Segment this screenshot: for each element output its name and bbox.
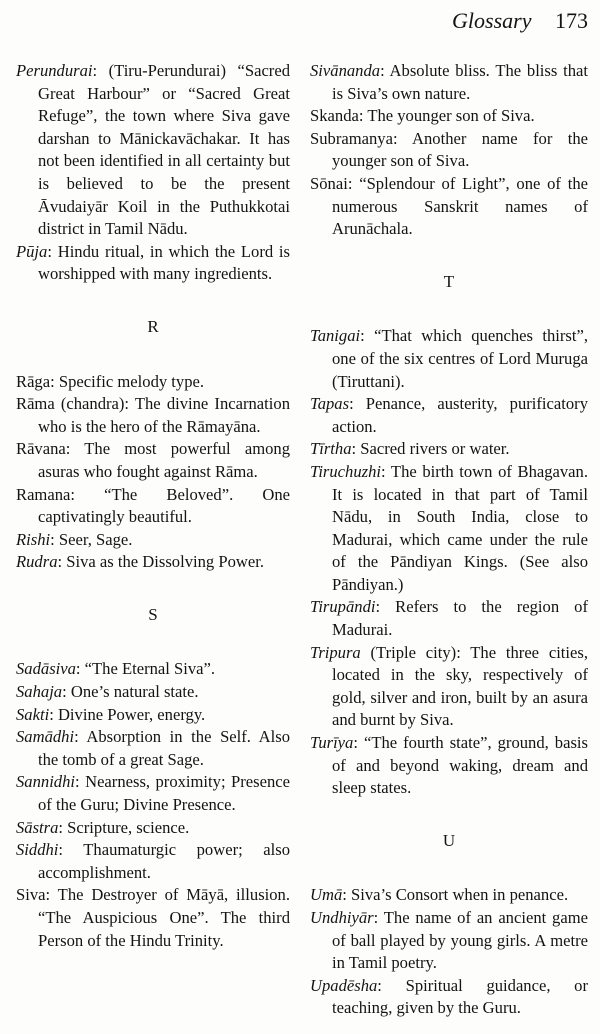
glossary-definition: : The Destroyer of Māyā, illusion. “The Auspicious One”. The third Person of the Hindu Trinity.: [38, 885, 290, 950]
glossary-entry: [16, 60, 290, 241]
glossary-definition: : Seer, Sage.: [50, 529, 133, 549]
glossary-entry: [16, 438, 290, 483]
glossary-definition: : Siva as the Dissolving Power.: [57, 552, 264, 572]
glossary-term: Rishi: [16, 529, 51, 549]
glossary-entry: [310, 393, 588, 438]
glossary-entry: [16, 658, 290, 681]
glossary-definition: : (Tiru-Perundurai) “Sacred Great Harbour” or “Sacred Great Refuge”, the town where Siva gave darshan to Mānickavāchakar. It has not been identified in all certainty but is believed to be the present Āvudaiyār Koil in the Puthukkotai district in Tamil Nādu.: [38, 61, 290, 239]
glossary-entry: [310, 438, 588, 461]
glossary-definition: : “That which quenches thirst”, one of the six centres of Lord Muruga (Tiruttani).: [332, 326, 588, 391]
glossary-entry: [310, 596, 588, 641]
glossary-entry: [16, 551, 290, 574]
section-heading-u: U: [442, 830, 456, 850]
glossary-term: Tanigai: [310, 326, 361, 346]
glossary-term: Tapas: [310, 394, 350, 414]
glossary-definition: : The birth town of Bhagavan. It is located in that part of Tamil Nādu, in South India, close to Madurai, which came under the rule of the Pāndiyan Kings. (See also Pāndiyan.): [332, 461, 588, 594]
glossary-entry: [16, 704, 290, 727]
entry-group: [310, 325, 588, 799]
glossary-term: Siva: [16, 885, 46, 905]
entry-group: [16, 60, 290, 286]
glossary-definition: : The name of an ancient game of ball played by young girls. A metre in Tamil poetry.: [332, 908, 588, 973]
glossary-term: Sahaja: [16, 682, 63, 702]
glossary-entry: [16, 726, 290, 771]
glossary-term: Perundurai: [16, 61, 93, 80]
glossary-definition: : Spiritual guidance, or teaching, given by the Guru.: [332, 975, 588, 1018]
glossary-entry: [16, 371, 290, 394]
glossary-entry: [16, 241, 290, 286]
glossary-term: Ramana: [16, 484, 71, 504]
glossary-term: Sāstra: [16, 817, 59, 837]
glossary-term: Undhiyār: [310, 908, 374, 927]
glossary-term: Rudra: [16, 552, 58, 572]
glossary-entry: [16, 529, 290, 552]
glossary-entry: [310, 884, 588, 907]
glossary-entry: [310, 128, 588, 173]
section-heading-s: S: [148, 604, 158, 624]
glossary-term: Siddhi: [16, 840, 59, 860]
glossary-definition: : “The Eternal Siva”.: [75, 659, 216, 679]
glossary-definition: : Siva’s Consort when in penance.: [342, 885, 569, 905]
glossary-term: Tiruchuzhi: [310, 461, 382, 481]
glossary-term: Sōnai: [310, 173, 348, 193]
glossary-entry: [16, 393, 290, 438]
glossary-definition: : “The Beloved”. One captivatingly beautiful.: [38, 484, 290, 527]
running-header: [452, 8, 588, 34]
entry-group: [310, 884, 588, 1020]
glossary-definition: (Triple city): The three cities, located in the sky, respectively of gold, silver and iron, built by an asura and burnt by Siva.: [332, 642, 588, 730]
glossary-definition: : Refers to the region of Madurai.: [332, 597, 588, 640]
glossary-definition: : One’s natural state.: [62, 682, 199, 702]
entry-group: [16, 658, 290, 952]
page-number: 173: [555, 8, 588, 33]
running-title: Glossary: [452, 8, 532, 33]
glossary-entry: [310, 975, 588, 1020]
glossary-definition: : The most powerful among asuras who fought against Rāma.: [38, 439, 290, 481]
glossary-term: Rāma: [16, 394, 55, 414]
glossary-definition: : Hindu ritual, in which the Lord is worshipped with many ingredients.: [38, 241, 290, 284]
glossary-term: Skanda: [310, 106, 359, 126]
glossary-entry: [16, 839, 290, 884]
glossary-entry: [16, 817, 290, 840]
glossary-entry: [16, 681, 290, 704]
glossary-entry: [310, 732, 588, 800]
glossary-term: Sakti: [16, 704, 50, 724]
section-heading-t: T: [443, 271, 455, 291]
glossary-term: Tripura: [310, 642, 361, 662]
glossary-definition: : Sacred rivers or water.: [351, 439, 510, 459]
left-column: [16, 60, 290, 952]
glossary-term: Samādhi: [16, 727, 75, 747]
section-heading-r: R: [147, 316, 159, 336]
glossary-definition: : Another name for the younger son of Siva.: [332, 128, 588, 171]
glossary-entry: [310, 105, 588, 128]
glossary-entry: [310, 60, 588, 105]
glossary-term: Pūja: [16, 241, 48, 261]
glossary-term: Upadēsha: [310, 975, 378, 995]
glossary-term: Rāga: [16, 371, 51, 391]
glossary-entry: [16, 884, 290, 952]
entry-group: [310, 60, 588, 241]
glossary-term: Tīrtha: [310, 439, 352, 459]
glossary-definition: : Penance, austerity, purificatory action.: [332, 394, 588, 436]
glossary-entry: [16, 771, 290, 816]
glossary-entry: [310, 173, 588, 241]
glossary-definition: : “The fourth state”, ground, basis of and beyond waking, dream and sleep states.: [332, 733, 588, 798]
glossary-definition: : Divine Power, energy.: [49, 704, 206, 724]
glossary-term: Sivānanda: [310, 61, 381, 80]
glossary-definition: : Nearness, proximity; Presence of the Guru; Divine Presence.: [38, 772, 290, 815]
glossary-definition: : Thaumaturgic power; also accomplishment.: [38, 840, 290, 882]
glossary-definition: : Absorption in the Self. Also the tomb of a great Sage.: [38, 727, 290, 769]
glossary-entry: [310, 642, 588, 732]
glossary-entry: [310, 461, 588, 597]
glossary-term: Rāvana: [16, 439, 66, 459]
glossary-definition: : The younger son of Siva.: [358, 106, 535, 126]
glossary-definition: : Specific melody type.: [50, 371, 205, 391]
glossary-term: Umā: [310, 885, 343, 905]
glossary-definition: : “Splendour of Light”, one of the numerous Sanskrit names of Arunāchala.: [332, 173, 588, 239]
right-column: [310, 60, 588, 1020]
glossary-term: Sannidhi: [16, 772, 76, 792]
glossary-definition: (chandra): The divine Incarnation who is the hero of the Rāmayāna.: [38, 394, 290, 436]
glossary-term: Turīya: [310, 733, 354, 753]
glossary-term: Tirupāndi: [310, 597, 376, 617]
glossary-definition: : Absolute bliss. The bliss that is Siva’s own nature.: [332, 61, 588, 103]
glossary-entry: [16, 484, 290, 529]
glossary-definition: : Scripture, science.: [58, 817, 190, 837]
glossary-entry: [310, 907, 588, 975]
entry-group: [16, 371, 290, 574]
glossary-term: Sadāsiva: [16, 659, 76, 679]
glossary-term: Subramanya: [310, 128, 393, 148]
glossary-entry: [310, 325, 588, 393]
